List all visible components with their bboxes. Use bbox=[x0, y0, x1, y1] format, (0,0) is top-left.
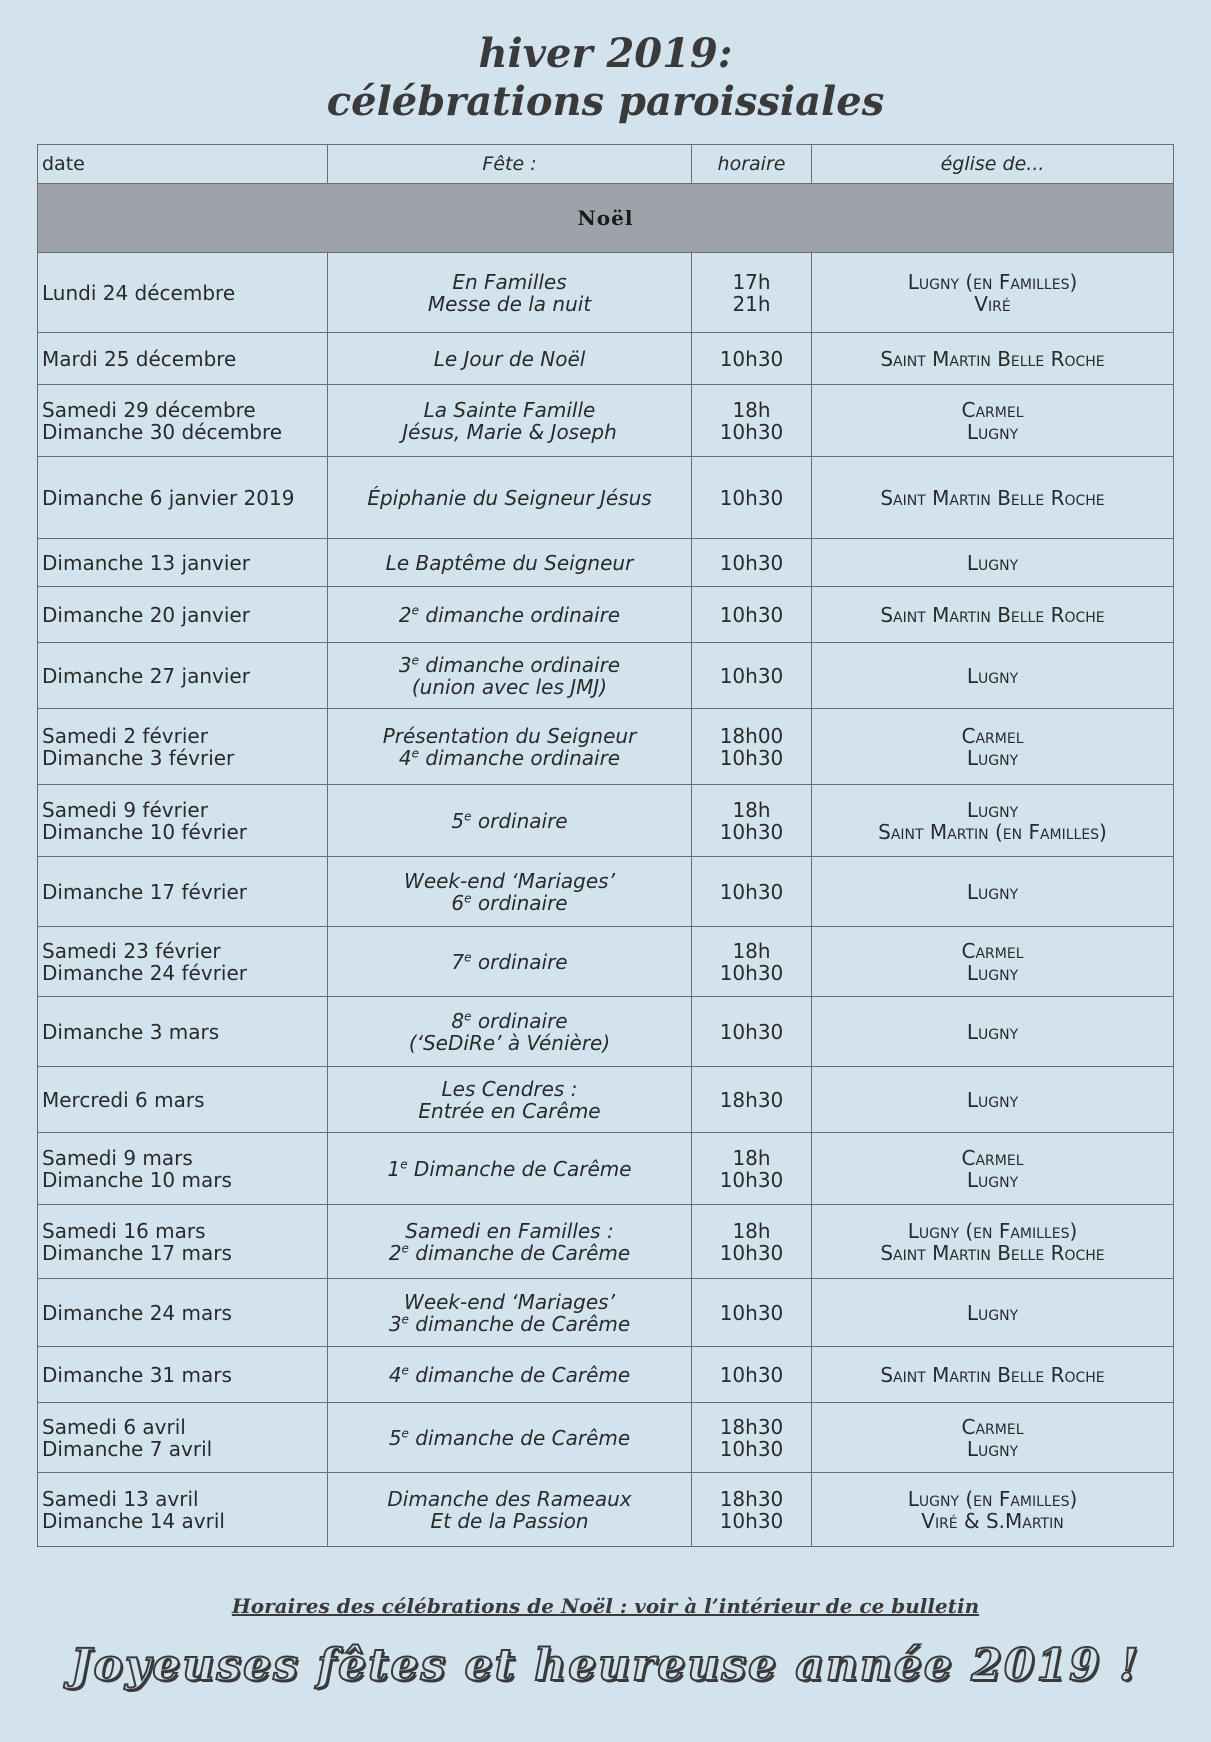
cell-eglise bbox=[812, 1279, 1174, 1347]
footnote: Horaires des célébrations de Noël : voir à l’intérieur de ce bulletin bbox=[231, 1594, 980, 1618]
cell-date bbox=[38, 1133, 328, 1205]
table-row bbox=[38, 253, 1174, 333]
cell-fete bbox=[328, 1067, 692, 1133]
cell-fete-line: 6e ordinaire bbox=[451, 890, 568, 915]
cell-horaire-line: 10h30 bbox=[719, 663, 784, 688]
cell-date bbox=[38, 539, 328, 587]
cell-eglise-line: Saint Martin Belle Roche bbox=[880, 1240, 1105, 1265]
cell-eglise-line: Lugny bbox=[966, 879, 1019, 904]
cell-fete-line: 7e ordinaire bbox=[451, 949, 568, 974]
cell-eglise-line: Saint Martin Belle Roche bbox=[880, 485, 1105, 510]
cell-date bbox=[38, 587, 328, 643]
cell-horaire-line: 21h bbox=[732, 291, 771, 316]
cell-eglise bbox=[812, 857, 1174, 927]
section-noel-title: Noël bbox=[38, 184, 1174, 253]
table-row bbox=[38, 1067, 1174, 1133]
cell-horaire-line: 10h30 bbox=[719, 960, 784, 985]
cell-date-line: Dimanche 13 janvier bbox=[42, 550, 250, 575]
column-header-horaire: horaire bbox=[692, 145, 812, 184]
cell-eglise bbox=[812, 587, 1174, 643]
cell-horaire-line: 18h bbox=[732, 1145, 771, 1170]
cell-eglise bbox=[812, 785, 1174, 857]
table-row bbox=[38, 1473, 1174, 1547]
cell-fete-line: 2e dimanche de Carême bbox=[388, 1240, 631, 1265]
cell-date bbox=[38, 857, 328, 927]
cell-horaire bbox=[692, 1473, 812, 1547]
cell-fete-line: Les Cendres : bbox=[441, 1076, 578, 1101]
cell-fete-line: 3e dimanche de Carême bbox=[388, 1311, 631, 1336]
schedule-table bbox=[37, 144, 1174, 1547]
cell-eglise-line: Saint Martin (en Familles) bbox=[878, 819, 1107, 844]
cell-horaire-line: 10h30 bbox=[719, 485, 784, 510]
cell-fete bbox=[328, 709, 692, 785]
cell-eglise bbox=[812, 1347, 1174, 1403]
cell-eglise-line: Lugny (en Familles) bbox=[907, 1486, 1078, 1511]
cell-fete bbox=[328, 643, 692, 709]
cell-date-line: Samedi 6 avril bbox=[42, 1414, 186, 1439]
cell-eglise-line: Lugny bbox=[966, 1300, 1019, 1325]
cell-eglise-line: Lugny bbox=[966, 745, 1019, 770]
cell-fete bbox=[328, 539, 692, 587]
cell-fete-line: La Sainte Famille bbox=[423, 397, 596, 422]
cell-fete-line: Week-end ‘Mariages’ bbox=[404, 1289, 615, 1314]
cell-date-line: Dimanche 31 mars bbox=[42, 1362, 232, 1387]
cell-horaire bbox=[692, 997, 812, 1067]
column-header-eglise: église de... bbox=[812, 145, 1174, 184]
cell-fete bbox=[328, 1133, 692, 1205]
cell-fete-line: En Familles bbox=[452, 269, 567, 294]
cell-date bbox=[38, 785, 328, 857]
cell-date-line: Dimanche 27 janvier bbox=[42, 663, 250, 688]
cell-date-line: Dimanche 10 mars bbox=[42, 1167, 232, 1192]
cell-eglise-line: Carmel bbox=[961, 397, 1024, 422]
table-row bbox=[38, 1403, 1174, 1473]
table-row bbox=[38, 857, 1174, 927]
cell-horaire-line: 18h bbox=[732, 797, 771, 822]
cell-date bbox=[38, 1205, 328, 1279]
cell-horaire-line: 10h30 bbox=[719, 745, 784, 770]
cell-horaire-line: 10h30 bbox=[719, 1508, 784, 1533]
cell-date-line: Dimanche 24 mars bbox=[42, 1300, 232, 1325]
cell-eglise-line: Saint Martin Belle Roche bbox=[880, 1362, 1105, 1387]
cell-eglise bbox=[812, 997, 1174, 1067]
cell-horaire bbox=[692, 587, 812, 643]
table-row bbox=[38, 1279, 1174, 1347]
cell-eglise bbox=[812, 1205, 1174, 1279]
cell-horaire-line: 10h30 bbox=[719, 1362, 784, 1387]
table-row bbox=[38, 385, 1174, 457]
cell-date bbox=[38, 333, 328, 385]
cell-horaire-line: 10h30 bbox=[719, 1240, 784, 1265]
cell-date-line: Dimanche 17 février bbox=[42, 879, 247, 904]
cell-horaire-line: 18h bbox=[732, 938, 771, 963]
cell-horaire-line: 10h30 bbox=[719, 1436, 784, 1461]
table-row bbox=[38, 997, 1174, 1067]
cell-fete-line: Le Jour de Noël bbox=[433, 346, 586, 371]
cell-fete-line: Présentation du Seigneur bbox=[382, 723, 637, 748]
cell-horaire-line: 10h30 bbox=[719, 1019, 784, 1044]
cell-eglise bbox=[812, 1473, 1174, 1547]
cell-date-line: Mercredi 6 mars bbox=[42, 1087, 205, 1112]
cell-horaire-line: 10h30 bbox=[719, 819, 784, 844]
cell-eglise-line: Saint Martin Belle Roche bbox=[880, 602, 1105, 627]
cell-eglise-line: Carmel bbox=[961, 723, 1024, 748]
cell-date-line: Mardi 25 décembre bbox=[42, 346, 237, 371]
cell-horaire-line: 10h30 bbox=[719, 879, 784, 904]
cell-horaire bbox=[692, 927, 812, 997]
cell-horaire bbox=[692, 1403, 812, 1473]
cell-horaire bbox=[692, 539, 812, 587]
cell-date-line: Dimanche 7 avril bbox=[42, 1436, 213, 1461]
cell-fete-line: Et de la Passion bbox=[430, 1508, 589, 1533]
table-row bbox=[38, 1133, 1174, 1205]
cell-horaire bbox=[692, 253, 812, 333]
cell-fete-line: 4e dimanche de Carême bbox=[388, 1362, 631, 1387]
cell-eglise bbox=[812, 709, 1174, 785]
cell-eglise bbox=[812, 927, 1174, 997]
cell-date-line: Samedi 9 mars bbox=[42, 1145, 193, 1170]
cell-fete-line: 8e ordinaire bbox=[451, 1008, 568, 1033]
cell-horaire-line: 18h30 bbox=[719, 1486, 784, 1511]
table-row bbox=[38, 457, 1174, 539]
cell-eglise bbox=[812, 385, 1174, 457]
cell-fete-line: 2e dimanche ordinaire bbox=[398, 602, 621, 627]
cell-horaire-line: 10h30 bbox=[719, 346, 784, 371]
cell-horaire bbox=[692, 1347, 812, 1403]
cell-eglise-line: Lugny (en Familles) bbox=[907, 1218, 1078, 1243]
table-row bbox=[38, 587, 1174, 643]
cell-eglise-line: Carmel bbox=[961, 1145, 1024, 1170]
cell-date bbox=[38, 1403, 328, 1473]
cell-horaire bbox=[692, 857, 812, 927]
cell-date-line: Dimanche 3 février bbox=[42, 745, 235, 770]
cell-date-line: Samedi 16 mars bbox=[42, 1218, 206, 1243]
cell-date bbox=[38, 457, 328, 539]
cell-date bbox=[38, 1473, 328, 1547]
header-row bbox=[38, 145, 1174, 184]
cell-date bbox=[38, 253, 328, 333]
cell-horaire-line: 10h30 bbox=[719, 1167, 784, 1192]
table-row bbox=[38, 785, 1174, 857]
cell-horaire-line: 10h30 bbox=[719, 1300, 784, 1325]
cell-date-line: Dimanche 3 mars bbox=[42, 1019, 220, 1044]
cell-eglise-line: Carmel bbox=[961, 938, 1024, 963]
page-title-line1: hiver 2019: bbox=[478, 30, 733, 77]
table-row bbox=[38, 333, 1174, 385]
cell-eglise-line: Viré bbox=[974, 291, 1011, 316]
cell-fete-line: 4e dimanche ordinaire bbox=[398, 745, 621, 770]
cell-fete bbox=[328, 457, 692, 539]
cell-fete-line: 3e dimanche ordinaire bbox=[398, 652, 621, 677]
cell-eglise bbox=[812, 1067, 1174, 1133]
cell-date-line: Samedi 29 décembre bbox=[42, 397, 256, 422]
cell-fete bbox=[328, 333, 692, 385]
cell-fete-line: (‘SeDiRe’ à Vénière) bbox=[408, 1030, 611, 1055]
cell-eglise-line: Lugny bbox=[966, 550, 1019, 575]
cell-date-line: Dimanche 30 décembre bbox=[42, 419, 283, 444]
cell-eglise bbox=[812, 1133, 1174, 1205]
cell-date-line: Dimanche 10 février bbox=[42, 819, 247, 844]
cell-horaire-line: 18h bbox=[732, 397, 771, 422]
cell-date bbox=[38, 997, 328, 1067]
cell-fete-line: Épiphanie du Seigneur Jésus bbox=[367, 485, 652, 510]
cell-fete-line: Entrée en Carême bbox=[418, 1098, 601, 1123]
cell-eglise-line: Lugny bbox=[966, 960, 1019, 985]
cell-eglise-line: Lugny bbox=[966, 1167, 1019, 1192]
cell-fete bbox=[328, 253, 692, 333]
greeting-banner: Joyeuses fêtes et heureuse année 2019 ! bbox=[70, 1640, 1141, 1691]
cell-date bbox=[38, 1067, 328, 1133]
cell-fete bbox=[328, 857, 692, 927]
cell-date-line: Dimanche 17 mars bbox=[42, 1240, 232, 1265]
cell-horaire bbox=[692, 333, 812, 385]
cell-fete-line: (union avec les JMJ) bbox=[411, 674, 608, 699]
cell-eglise bbox=[812, 333, 1174, 385]
table-row bbox=[38, 1205, 1174, 1279]
table-row bbox=[38, 643, 1174, 709]
cell-fete-line: 5e ordinaire bbox=[451, 808, 568, 833]
cell-eglise-line: Lugny bbox=[966, 1436, 1019, 1461]
cell-eglise bbox=[812, 643, 1174, 709]
cell-fete bbox=[328, 1473, 692, 1547]
cell-horaire-line: 18h bbox=[732, 1218, 771, 1243]
cell-eglise bbox=[812, 539, 1174, 587]
cell-horaire bbox=[692, 1205, 812, 1279]
cell-horaire-line: 10h30 bbox=[719, 419, 784, 444]
cell-fete bbox=[328, 1347, 692, 1403]
cell-horaire bbox=[692, 1133, 812, 1205]
cell-date-line: Samedi 9 février bbox=[42, 797, 208, 822]
table-row bbox=[38, 539, 1174, 587]
cell-fete-line: Le Baptême du Seigneur bbox=[385, 550, 634, 575]
cell-eglise-line: Lugny bbox=[966, 1087, 1019, 1112]
cell-horaire bbox=[692, 643, 812, 709]
cell-horaire bbox=[692, 457, 812, 539]
cell-date bbox=[38, 385, 328, 457]
cell-fete bbox=[328, 1279, 692, 1347]
cell-eglise-line: Viré & S.Martin bbox=[921, 1508, 1064, 1533]
cell-horaire-line: 18h30 bbox=[719, 1414, 784, 1439]
cell-date-line: Lundi 24 décembre bbox=[42, 280, 236, 305]
cell-horaire bbox=[692, 709, 812, 785]
cell-horaire bbox=[692, 385, 812, 457]
cell-fete bbox=[328, 997, 692, 1067]
cell-date-line: Dimanche 14 avril bbox=[42, 1508, 225, 1533]
cell-fete-line: 1e Dimanche de Carême bbox=[387, 1156, 632, 1181]
cell-fete-line: 5e dimanche de Carême bbox=[388, 1425, 631, 1450]
column-header-date: date bbox=[38, 145, 328, 184]
table-row bbox=[38, 927, 1174, 997]
cell-horaire-line: 17h bbox=[732, 269, 771, 294]
cell-date-line: Samedi 2 février bbox=[42, 723, 208, 748]
cell-eglise bbox=[812, 457, 1174, 539]
cell-horaire-line: 18h00 bbox=[719, 723, 784, 748]
cell-eglise-line: Lugny (en Familles) bbox=[907, 269, 1078, 294]
column-header-fete: Fête : bbox=[328, 145, 692, 184]
cell-fete bbox=[328, 927, 692, 997]
page-title-line2: célébrations paroissiales bbox=[326, 78, 885, 125]
cell-horaire-line: 10h30 bbox=[719, 550, 784, 575]
cell-horaire bbox=[692, 1279, 812, 1347]
cell-date bbox=[38, 709, 328, 785]
cell-horaire bbox=[692, 1067, 812, 1133]
cell-fete bbox=[328, 385, 692, 457]
cell-date-line: Samedi 23 février bbox=[42, 938, 221, 963]
cell-fete bbox=[328, 1205, 692, 1279]
section-noel-row bbox=[38, 184, 1174, 253]
cell-fete-line: Week-end ‘Mariages’ bbox=[404, 868, 615, 893]
cell-eglise-line: Carmel bbox=[961, 1414, 1024, 1439]
cell-horaire-line: 18h30 bbox=[719, 1087, 784, 1112]
cell-fete-line: Messe de la nuit bbox=[427, 291, 592, 316]
cell-date bbox=[38, 1279, 328, 1347]
cell-eglise-line: Lugny bbox=[966, 663, 1019, 688]
cell-eglise-line: Lugny bbox=[966, 419, 1019, 444]
cell-date bbox=[38, 643, 328, 709]
cell-eglise bbox=[812, 1403, 1174, 1473]
cell-date-line: Dimanche 6 janvier 2019 bbox=[42, 485, 295, 510]
cell-horaire bbox=[692, 785, 812, 857]
cell-date-line: Dimanche 24 février bbox=[42, 960, 247, 985]
cell-horaire-line: 10h30 bbox=[719, 602, 784, 627]
cell-eglise bbox=[812, 253, 1174, 333]
cell-date bbox=[38, 927, 328, 997]
table-row bbox=[38, 709, 1174, 785]
cell-fete bbox=[328, 1403, 692, 1473]
cell-fete-line: Samedi en Familles : bbox=[405, 1218, 614, 1243]
cell-eglise-line: Lugny bbox=[966, 797, 1019, 822]
cell-eglise-line: Lugny bbox=[966, 1019, 1019, 1044]
cell-date bbox=[38, 1347, 328, 1403]
cell-fete bbox=[328, 785, 692, 857]
cell-date-line: Samedi 13 avril bbox=[42, 1486, 199, 1511]
cell-eglise-line: Saint Martin Belle Roche bbox=[880, 346, 1105, 371]
cell-fete-line: Jésus, Marie & Joseph bbox=[402, 419, 617, 444]
table-row bbox=[38, 1347, 1174, 1403]
cell-fete bbox=[328, 587, 692, 643]
cell-date-line: Dimanche 20 janvier bbox=[42, 602, 250, 627]
cell-fete-line: Dimanche des Rameaux bbox=[387, 1486, 632, 1511]
